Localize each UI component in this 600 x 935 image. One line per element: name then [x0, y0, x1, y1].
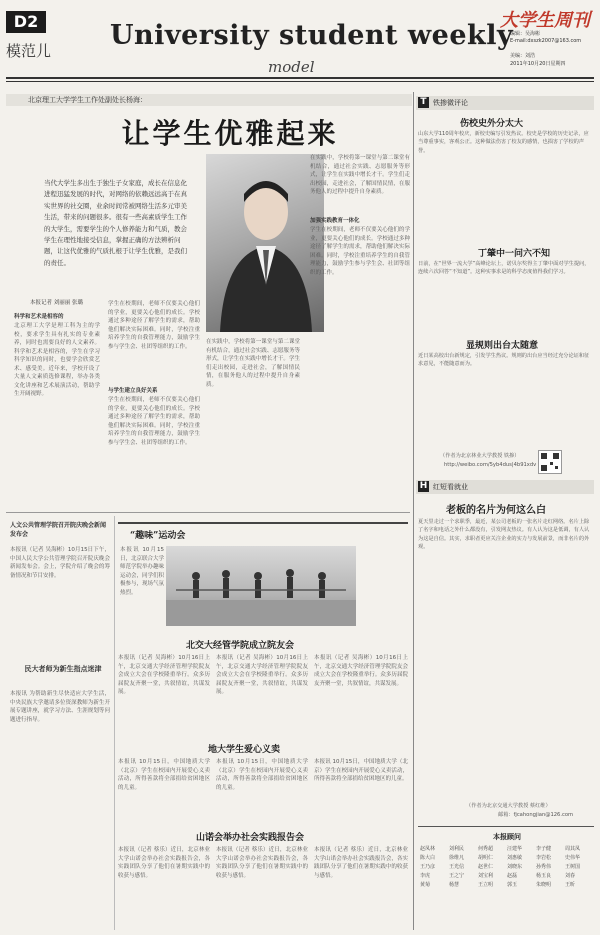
box-text: 本报讯 10月15日，北京联合大学师范学院举办趣味运动会，同学们积极参与，现场气氛热烈。 [120, 547, 164, 596]
column-mark: T [418, 97, 429, 108]
roster-name: 何秀超 [478, 846, 494, 852]
roster-name: 杨慧 [449, 882, 460, 888]
column-author: （作者为北京交通大学教授 蔡红维） [466, 803, 551, 809]
roster-name: 郭玉 [507, 882, 518, 888]
sports-photo [166, 546, 356, 626]
body-column-3: 在实践中，学校将第一课堂与第二课堂有机结合，通过社会实践、志愿服务等形式，让学生在实践中增长才干。学生们走出校园，走进社会，了解国情民情，在服务他人的过程中提升自身素质。 [206, 339, 300, 388]
body-column-2b: 学生在校期间，老师不仅要关心他们的学业，更要关心他们的成长。学校通过多种途径了解学生的需求，帮助他们解决实际困难。同时，学校注重培养学生的自我管理能力，鼓励学生参与学生会、社团等组织的工作。 [108, 397, 200, 446]
roster-name: 陈大白 [420, 855, 436, 861]
column-text: 日前，在“世界一流大学”高峰论坛上，诺贝尔奖得主丁肇中面对学生提问，连续六次回答“不知道”。这种实事求是的科学态度值得我们学习。 [418, 261, 590, 276]
byline: 本报记者 刘丽丽 张璐 [30, 300, 83, 306]
story-text: 本报讯（记者 吴海彬）10月16日上午，北京交通大学经济管理学院院友会成立大会在学校隆重举行。众多历届院友齐聚一堂，共叙情谊，共谋发展。 [314, 655, 408, 687]
email-link[interactable]: 邮箱：fjcahongjian@126.com [498, 812, 574, 818]
story-text: 本报讯（记者 蔡乐）近日，北京林业大学山诺会举办社会实践报告会，各实践团队分享了他们在暑期实践中的收获与感悟。 [118, 847, 210, 879]
story-title: 山诺会举办社会实践报告会 [196, 833, 305, 843]
roster-name: 刘春 [565, 873, 576, 879]
body-column-1: 北京理工大学是理工科为主的学校，要求学生具有扎实的专业素养，同时也需要良好的人文素养。科学和艺术是相容的，学生在学习科学知识的同时，也要学会欣赏艺术、感受美。近年来，学校开设了大量人文素质选修课程，举办各类文化讲座和艺术展演活动，帮助学生开阔视野。 [14, 323, 100, 398]
roster-name: 李虎 [420, 873, 431, 879]
story-text: 本报讯（记者 蔡乐）近日，北京林业大学山诺会举办社会实践报告会，各实践团队分享了他们在暑期实践中的收获与感悟。 [314, 847, 408, 879]
divider [6, 512, 410, 513]
roster-name: 李岩松 [536, 855, 552, 861]
roster-name: 徐维凡 [449, 855, 465, 861]
qr-code [538, 450, 562, 474]
advisor-roster [420, 832, 594, 888]
column-title: 丁肇中一问六不知 [478, 249, 551, 259]
roster-name: 王立明 [478, 882, 494, 888]
roster-name: 孙秀伟 [536, 864, 552, 870]
column-text: 山东大学110周年校庆，新校史编写引发热议。校史是学校的历史记录，应当尊重事实，客观公正。这种做法伤害了校友的感情，也损害了学校的声誉。 [418, 131, 589, 154]
roster-name: 王昕 [565, 882, 576, 888]
roster-name: 周其凤 [565, 846, 581, 852]
page-subtitle: model [268, 58, 315, 76]
editor-line: 编辑：吴海彬 [510, 31, 541, 37]
proof-line: 美编：刘浩 [510, 53, 536, 59]
body-column-2a: 学生在校期间，老师不仅要关心他们的学业，更要关心他们的成长。学校通过多种途径了解学生的需求，帮助他们解决实际困难。同时，学校注重培养学生的自我管理能力，鼓励学生参与学生会、社团等组织的工作。 [108, 301, 200, 350]
date-line: 2011年10月20日星期四 [510, 61, 566, 67]
story-text: 本报讯 10月15日，中国地质大学（北京）学生在校园内开展爱心义卖活动，所得善款将全部捐给贫困地区的儿童。 [118, 759, 210, 791]
roster-name: 刘惠敏 [507, 855, 523, 861]
roster-name: 王树国 [565, 864, 581, 870]
story-text: 本报讯（记者 吴海彬）10月16日上午，北京交通大学经济管理学院院友会成立大会在学校隆重举行。众多历届院友齐聚一堂，共叙情谊，共谋发展。 [216, 655, 308, 696]
section-name: 模范儿 [6, 42, 52, 60]
headline: 让学生优雅起来 [121, 117, 339, 150]
body-column-4b: 学生在校期间，老师不仅要关心他们的学业，更要关心他们的成长。学校通过多种途径了解学生的需求，帮助他们解决实际困难。同时，学校注重培养学生的自我管理能力，鼓励学生参与学生会、社团等组织的工作。 [310, 227, 410, 276]
column-name: 铁掺微评论 [433, 99, 468, 107]
roster-rule [418, 826, 594, 827]
weibo-link[interactable]: http://weibo.com/5yb4dus|4b91xdv [444, 462, 537, 468]
section-heading: 科学和艺术是相容的 [14, 314, 64, 320]
column-name: 红短看就业 [433, 483, 468, 491]
column-text: 夏天里走过一个求职季，最近，某公司老板的一张名片走红网络。名片上除了名字和电话之外什么都没有，引发网友热议。有人认为这是低调，有人认为这是自信。其实，求职者更应关注企业的实力与发展前景，而非名片的外观。 [418, 519, 590, 550]
email-line: E-mail:dxszk2007@163.com [510, 38, 582, 44]
column-divider [114, 516, 115, 930]
roster-name: 赵凤林 [420, 846, 436, 852]
story-title: 北交大经管学院成立院友会 [186, 641, 295, 651]
portrait-photo [206, 154, 324, 332]
roster-grid [420, 845, 594, 888]
header-rule [6, 77, 594, 79]
story-title: 人文公共管理学院召开院庆晚会新闻发布会 [10, 522, 107, 538]
story-text: 本报讯 为帮助新生尽快适应大学生活，中央民族大学邀请多位资深教师为新生开展专题讲座，就学习方法、生涯规划等问题进行指导。 [10, 691, 110, 723]
column-mark: H [419, 481, 428, 491]
story-text: 本报讯（记者 蔡乐）近日，北京林业大学山诺会举办社会实践报告会，各实践团队分享了他们在暑期实践中的收获与感悟。 [216, 847, 308, 879]
roster-name: 赵世仁 [478, 864, 494, 870]
lead-paragraph: 当代大学生多出生于独生子女家庭，成长在信息化进程迅猛发展的时代，对网络的依赖远远高于在真实世界的社交圈，业余时间常被网络生活多元审美生活，带来的问题很多。很有一些高素质学生工作的大学生，需要学生的个人修养能力和气质，教会学生在理性地接受信息，掌握正确的方法辨析问题，让这代优雅的气质扎根于让学生优雅，是我们的责任。 [44, 179, 187, 267]
story-title: 地大学生爱心义卖 [208, 745, 281, 755]
roster-name: 王光信 [449, 864, 465, 870]
story-text: 本报讯 10月15日，中国地质大学（北京）学生在校园内开展爱心义卖活动，所得善款将全部捐给贫困地区的儿童。 [314, 759, 408, 783]
column-text: 近日某高校出台新规定，引发学生热议。规则的出台应当经过充分论证和征求意见，不能随意而为。 [418, 353, 590, 368]
roster-name: 赵磊 [507, 873, 518, 879]
logo: 大学生周刊 [500, 10, 590, 31]
sidebar-divider [413, 92, 414, 930]
roster-title: 本报顾问 [493, 833, 521, 841]
section-heading: 与学生建立良好关系 [108, 388, 158, 394]
roster-name: 汪建华 [507, 846, 523, 852]
roster-name: 胡明仁 [478, 855, 494, 861]
story-title: 民大者师为新生指点迷津 [24, 665, 102, 673]
roster-name: 刘晓东 [507, 864, 523, 870]
section-badge: D2 [6, 11, 46, 33]
header-rule-thin [6, 81, 594, 82]
roster-name: 刘利民 [449, 846, 465, 852]
section-heading: 加强实践教育一体化 [310, 218, 360, 224]
column-author: （作者为北京林业大学教授 铁掺） [440, 453, 520, 459]
page-title: University student weekly [110, 20, 514, 51]
roster-name: 杨玉良 [536, 873, 552, 879]
story-text: 本报讯（记者 吴海彬）10月15日下午，中国人民大学公共管理学院召开院庆晚会新闻发布会。会上，学院介绍了晚会的筹备情况和节目安排。 [10, 547, 110, 579]
rule [118, 522, 408, 524]
kicker: 北京理工大学学生工作处副处长杨海： [28, 96, 147, 104]
roster-name: 朱晓明 [536, 882, 552, 888]
story-text: 本报讯（记者 吴海彬）10月16日上午，北京交通大学经济管理学院院友会成立大会在学校隆重举行。众多历届院友齐聚一堂，共叙情谊，共谋发展。 [118, 655, 210, 696]
roster-name: 刘宝利 [478, 873, 494, 879]
body-column-4a: 在实践中，学校将第一课堂与第二课堂有机结合，通过社会实践、志愿服务等形式，让学生在实践中增长才干。学生们走出校园，走进社会，了解国情民情，在服务他人的过程中提升自身素质。 [310, 155, 410, 196]
column-title: 伤校史外分太大 [460, 119, 524, 129]
roster-name: 黄菊 [420, 882, 431, 888]
box-title: “趣味”运动会 [130, 531, 186, 541]
column-title: 显规则出台太随意 [466, 341, 539, 351]
story-text: 本报讯 10月15日，中国地质大学（北京）学生在校园内开展爱心义卖活动，所得善款将全部捐给贫困地区的儿童。 [216, 759, 308, 791]
roster-name: 王之宁 [449, 873, 465, 879]
column-title: 老板的名片为何这么白 [446, 505, 546, 516]
roster-name: 李子健 [536, 846, 552, 852]
roster-name: 史伟华 [565, 855, 581, 861]
roster-name: 王乃彦 [420, 864, 436, 870]
